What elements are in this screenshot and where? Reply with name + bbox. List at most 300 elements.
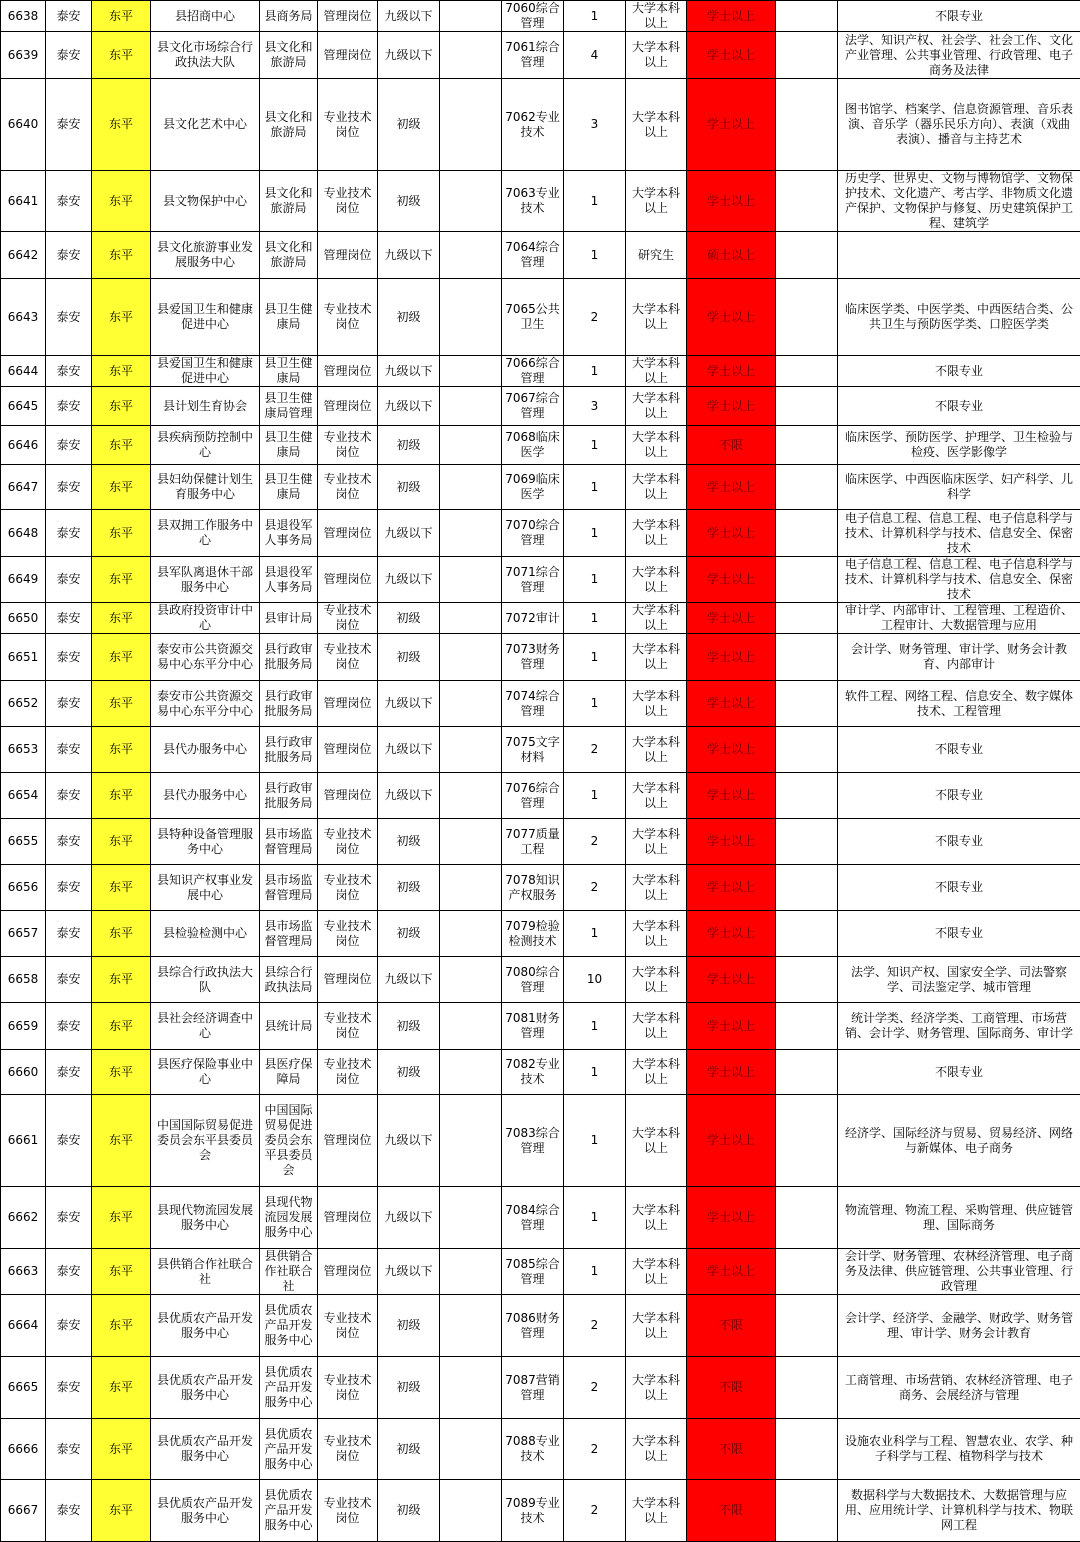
cell-city: 泰安 — [46, 557, 92, 603]
cell-county: 东平 — [92, 865, 151, 911]
cell-county: 东平 — [92, 603, 151, 634]
empty-cell — [776, 1003, 838, 1050]
cell-count: 1 — [564, 465, 626, 510]
table-row — [1, 1419, 1080, 1480]
cell-degree: 学士以上 — [687, 356, 776, 387]
cell-category: 管理岗位 — [318, 1, 378, 32]
cell-count: 2 — [564, 819, 626, 865]
cell-id: 6638 — [1, 1, 46, 32]
cell-count: 1 — [564, 1249, 626, 1295]
cell-count: 2 — [564, 279, 626, 356]
cell-dept: 县市场监督管理局 — [260, 819, 318, 865]
cell-id: 6653 — [1, 727, 46, 773]
cell-level: 九级以下 — [378, 773, 440, 819]
table-row — [1, 911, 1080, 957]
cell-degree: 学士以上 — [687, 819, 776, 865]
cell-level: 初级 — [378, 634, 440, 681]
cell-level: 九级以下 — [378, 727, 440, 773]
cell-count: 1 — [564, 232, 626, 279]
cell-degree: 学士以上 — [687, 279, 776, 356]
cell-degree: 学士以上 — [687, 911, 776, 957]
table-row — [1, 426, 1080, 465]
empty-cell — [440, 232, 502, 279]
cell-education: 大学本科以上 — [626, 557, 687, 603]
cell-dept: 县行政审批服务局 — [260, 727, 318, 773]
cell-city: 泰安 — [46, 1, 92, 32]
cell-education: 大学本科以上 — [626, 1187, 687, 1249]
cell-dept: 县医疗保障局 — [260, 1050, 318, 1095]
cell-major: 临床医学、预防医学、护理学、卫生检验与检疫、医学影像学 — [838, 426, 1080, 465]
empty-cell — [776, 957, 838, 1003]
cell-dept: 县优质农产品开发服务中心 — [260, 1357, 318, 1419]
empty-cell — [776, 1050, 838, 1095]
empty-cell — [776, 356, 838, 387]
cell-code: 7069临床医学 — [502, 465, 564, 510]
cell-count: 1 — [564, 1050, 626, 1095]
cell-city: 泰安 — [46, 279, 92, 356]
cell-code: 7063专业技术 — [502, 171, 564, 232]
cell-county: 东平 — [92, 426, 151, 465]
cell-count: 2 — [564, 727, 626, 773]
empty-cell — [440, 171, 502, 232]
cell-city: 泰安 — [46, 32, 92, 79]
table-row — [1, 1, 1080, 32]
cell-education: 大学本科以上 — [626, 387, 687, 426]
cell-level: 九级以下 — [378, 510, 440, 557]
empty-cell — [440, 32, 502, 79]
cell-city: 泰安 — [46, 603, 92, 634]
empty-cell — [776, 865, 838, 911]
cell-count: 1 — [564, 510, 626, 557]
cell-count: 3 — [564, 387, 626, 426]
table-row — [1, 171, 1080, 232]
cell-unit: 县军队离退休干部服务中心 — [151, 557, 260, 603]
cell-id: 6657 — [1, 911, 46, 957]
cell-id: 6639 — [1, 32, 46, 79]
cell-dept: 县供销合作社联合社 — [260, 1249, 318, 1295]
cell-county: 东平 — [92, 32, 151, 79]
cell-level: 初级 — [378, 465, 440, 510]
cell-city: 泰安 — [46, 1357, 92, 1419]
empty-cell — [776, 1357, 838, 1419]
cell-level: 初级 — [378, 1050, 440, 1095]
empty-cell — [776, 1095, 838, 1187]
cell-category: 专业技术岗位 — [318, 819, 378, 865]
cell-id: 6643 — [1, 279, 46, 356]
cell-education: 大学本科以上 — [626, 634, 687, 681]
table-row — [1, 356, 1080, 387]
cell-city: 泰安 — [46, 1050, 92, 1095]
cell-id: 6648 — [1, 510, 46, 557]
cell-major: 不限专业 — [838, 865, 1080, 911]
cell-count: 1 — [564, 681, 626, 727]
cell-unit: 县文化旅游事业发展服务中心 — [151, 232, 260, 279]
empty-cell — [440, 1095, 502, 1187]
empty-cell — [440, 465, 502, 510]
cell-code: 7060综合管理 — [502, 1, 564, 32]
table-row — [1, 1187, 1080, 1249]
cell-major: 经济学、国际经济与贸易、贸易经济、网络与新媒体、电子商务 — [838, 1095, 1080, 1187]
cell-major: 统计学类、经济学类、工商管理、市场营销、会计学、财务管理、国际商务、审计学 — [838, 1003, 1080, 1050]
cell-degree: 学士以上 — [687, 681, 776, 727]
cell-level: 初级 — [378, 1480, 440, 1542]
cell-unit: 县爱国卫生和健康促进中心 — [151, 356, 260, 387]
cell-dept: 县优质农产品开发服务中心 — [260, 1419, 318, 1480]
cell-code: 7074综合管理 — [502, 681, 564, 727]
cell-id: 6646 — [1, 426, 46, 465]
cell-dept: 县行政审批服务局 — [260, 634, 318, 681]
cell-category: 管理岗位 — [318, 557, 378, 603]
cell-code: 7070综合管理 — [502, 510, 564, 557]
cell-dept: 县行政审批服务局 — [260, 681, 318, 727]
empty-cell — [440, 1295, 502, 1357]
cell-level: 初级 — [378, 279, 440, 356]
cell-id: 6665 — [1, 1357, 46, 1419]
cell-category: 专业技术岗位 — [318, 1050, 378, 1095]
cell-degree: 学士以上 — [687, 1003, 776, 1050]
cell-count: 1 — [564, 1187, 626, 1249]
table-row — [1, 1295, 1080, 1357]
cell-id: 6659 — [1, 1003, 46, 1050]
cell-code: 7080综合管理 — [502, 957, 564, 1003]
cell-city: 泰安 — [46, 865, 92, 911]
cell-id: 6649 — [1, 557, 46, 603]
cell-count: 2 — [564, 865, 626, 911]
cell-dept: 县退役军人事务局 — [260, 557, 318, 603]
cell-category: 专业技术岗位 — [318, 1357, 378, 1419]
cell-count: 2 — [564, 1419, 626, 1480]
cell-city: 泰安 — [46, 426, 92, 465]
cell-level: 初级 — [378, 1295, 440, 1357]
empty-cell — [776, 1480, 838, 1542]
cell-category: 管理岗位 — [318, 356, 378, 387]
cell-unit: 县政府投资审计中心 — [151, 603, 260, 634]
empty-cell — [776, 603, 838, 634]
cell-unit: 县检验检测中心 — [151, 911, 260, 957]
cell-city: 泰安 — [46, 957, 92, 1003]
cell-id: 6641 — [1, 171, 46, 232]
empty-cell — [440, 1480, 502, 1542]
cell-county: 东平 — [92, 634, 151, 681]
cell-count: 1 — [564, 557, 626, 603]
cell-city: 泰安 — [46, 79, 92, 171]
cell-id: 6654 — [1, 773, 46, 819]
cell-education: 大学本科以上 — [626, 1295, 687, 1357]
cell-education: 大学本科以上 — [626, 727, 687, 773]
cell-level: 九级以下 — [378, 681, 440, 727]
cell-education: 大学本科以上 — [626, 819, 687, 865]
table-row — [1, 865, 1080, 911]
empty-cell — [440, 634, 502, 681]
cell-major: 不限专业 — [838, 819, 1080, 865]
empty-cell — [440, 510, 502, 557]
cell-id: 6660 — [1, 1050, 46, 1095]
cell-education: 大学本科以上 — [626, 911, 687, 957]
cell-major: 会计学、经济学、金融学、财政学、财务管理、审计学、财务会计教育 — [838, 1295, 1080, 1357]
cell-count: 1 — [564, 1095, 626, 1187]
table-row — [1, 681, 1080, 727]
cell-county: 东平 — [92, 1249, 151, 1295]
cell-category: 管理岗位 — [318, 232, 378, 279]
cell-level: 初级 — [378, 1003, 440, 1050]
cell-degree: 不限 — [687, 1480, 776, 1542]
table-row — [1, 232, 1080, 279]
cell-major: 会计学、财务管理、农林经济管理、电子商务及法律、供应链管理、公共事业管理、行政管理 — [838, 1249, 1080, 1295]
cell-city: 泰安 — [46, 773, 92, 819]
cell-city: 泰安 — [46, 727, 92, 773]
cell-id: 6644 — [1, 356, 46, 387]
cell-degree: 学士以上 — [687, 465, 776, 510]
cell-city: 泰安 — [46, 356, 92, 387]
cell-county: 东平 — [92, 279, 151, 356]
cell-education: 大学本科以上 — [626, 1480, 687, 1542]
cell-category: 专业技术岗位 — [318, 865, 378, 911]
cell-county: 东平 — [92, 1357, 151, 1419]
cell-count: 1 — [564, 356, 626, 387]
cell-code: 7075文字材料 — [502, 727, 564, 773]
cell-dept: 县文化和旅游局 — [260, 171, 318, 232]
cell-level: 初级 — [378, 171, 440, 232]
cell-category: 专业技术岗位 — [318, 911, 378, 957]
cell-county: 东平 — [92, 356, 151, 387]
cell-degree: 不限 — [687, 1357, 776, 1419]
cell-id: 6640 — [1, 79, 46, 171]
cell-county: 东平 — [92, 1095, 151, 1187]
empty-cell — [440, 1003, 502, 1050]
table-row — [1, 1480, 1080, 1542]
cell-county: 东平 — [92, 1419, 151, 1480]
cell-category: 专业技术岗位 — [318, 1003, 378, 1050]
cell-level: 初级 — [378, 911, 440, 957]
cell-category: 管理岗位 — [318, 1187, 378, 1249]
cell-major: 不限专业 — [838, 1, 1080, 32]
cell-major: 设施农业科学与工程、智慧农业、农学、种子科学与工程、植物科学与技术 — [838, 1419, 1080, 1480]
cell-category: 专业技术岗位 — [318, 171, 378, 232]
cell-city: 泰安 — [46, 232, 92, 279]
table-row — [1, 727, 1080, 773]
cell-major: 不限专业 — [838, 387, 1080, 426]
cell-level: 九级以下 — [378, 557, 440, 603]
cell-count: 1 — [564, 911, 626, 957]
empty-cell — [440, 426, 502, 465]
cell-degree: 学士以上 — [687, 387, 776, 426]
cell-major: 不限专业 — [838, 911, 1080, 957]
cell-degree: 学士以上 — [687, 171, 776, 232]
cell-degree: 学士以上 — [687, 1050, 776, 1095]
cell-unit: 县优质农产品开发服务中心 — [151, 1357, 260, 1419]
cell-unit: 县综合行政执法大队 — [151, 957, 260, 1003]
cell-dept: 县卫生健康局管理 — [260, 387, 318, 426]
cell-dept: 县卫生健康局 — [260, 356, 318, 387]
cell-code: 7083综合管理 — [502, 1095, 564, 1187]
empty-cell — [776, 1, 838, 32]
cell-id: 6652 — [1, 681, 46, 727]
table-row — [1, 634, 1080, 681]
table-row — [1, 1095, 1080, 1187]
cell-county: 东平 — [92, 773, 151, 819]
cell-id: 6661 — [1, 1095, 46, 1187]
cell-education: 大学本科以上 — [626, 279, 687, 356]
cell-degree: 学士以上 — [687, 727, 776, 773]
table-row — [1, 465, 1080, 510]
cell-id: 6645 — [1, 387, 46, 426]
cell-education: 大学本科以上 — [626, 1419, 687, 1480]
cell-county: 东平 — [92, 819, 151, 865]
cell-unit: 泰安市公共资源交易中心东平分中心 — [151, 634, 260, 681]
cell-city: 泰安 — [46, 911, 92, 957]
empty-cell — [776, 1295, 838, 1357]
cell-major: 不限专业 — [838, 356, 1080, 387]
cell-city: 泰安 — [46, 819, 92, 865]
cell-dept: 县市场监督管理局 — [260, 865, 318, 911]
cell-dept: 县卫生健康局 — [260, 426, 318, 465]
cell-dept: 中国国际贸易促进委员会东平县委员会 — [260, 1095, 318, 1187]
cell-category: 管理岗位 — [318, 1095, 378, 1187]
cell-category: 管理岗位 — [318, 773, 378, 819]
cell-category: 专业技术岗位 — [318, 426, 378, 465]
cell-code: 7077质量工程 — [502, 819, 564, 865]
empty-cell — [440, 727, 502, 773]
cell-id: 6650 — [1, 603, 46, 634]
cell-education: 大学本科以上 — [626, 865, 687, 911]
cell-code: 7067综合管理 — [502, 387, 564, 426]
cell-city: 泰安 — [46, 634, 92, 681]
cell-count: 1 — [564, 634, 626, 681]
cell-unit: 县双拥工作服务中心 — [151, 510, 260, 557]
cell-level: 九级以下 — [378, 1, 440, 32]
cell-degree: 学士以上 — [687, 79, 776, 171]
cell-education: 大学本科以上 — [626, 1, 687, 32]
empty-cell — [440, 387, 502, 426]
empty-cell — [776, 773, 838, 819]
cell-education: 大学本科以上 — [626, 426, 687, 465]
cell-dept: 县卫生健康局 — [260, 279, 318, 356]
cell-code: 7085综合管理 — [502, 1249, 564, 1295]
cell-level: 九级以下 — [378, 356, 440, 387]
cell-id: 6658 — [1, 957, 46, 1003]
cell-code: 7064综合管理 — [502, 232, 564, 279]
cell-unit: 县文化市场综合行政执法大队 — [151, 32, 260, 79]
cell-category: 专业技术岗位 — [318, 603, 378, 634]
cell-dept: 县行政审批服务局 — [260, 773, 318, 819]
empty-cell — [440, 1249, 502, 1295]
cell-unit: 县优质农产品开发服务中心 — [151, 1480, 260, 1542]
cell-dept: 县综合行政执法局 — [260, 957, 318, 1003]
cell-id: 6656 — [1, 865, 46, 911]
table-row — [1, 1050, 1080, 1095]
cell-education: 大学本科以上 — [626, 1357, 687, 1419]
empty-cell — [440, 557, 502, 603]
cell-unit: 县爱国卫生和健康促进中心 — [151, 279, 260, 356]
cell-code: 7089专业技术 — [502, 1480, 564, 1542]
cell-education: 大学本科以上 — [626, 1050, 687, 1095]
cell-dept: 县统计局 — [260, 1003, 318, 1050]
cell-id: 6667 — [1, 1480, 46, 1542]
cell-count: 1 — [564, 426, 626, 465]
cell-count: 1 — [564, 603, 626, 634]
cell-education: 大学本科以上 — [626, 1003, 687, 1050]
cell-unit: 县社会经济调查中心 — [151, 1003, 260, 1050]
empty-cell — [440, 957, 502, 1003]
empty-cell — [776, 727, 838, 773]
table-row — [1, 387, 1080, 426]
cell-code: 7072审计 — [502, 603, 564, 634]
cell-city: 泰安 — [46, 681, 92, 727]
cell-level: 九级以下 — [378, 1249, 440, 1295]
empty-cell — [776, 465, 838, 510]
cell-major: 不限专业 — [838, 1050, 1080, 1095]
cell-major: 法学、知识产权、社会学、社会工作、文化产业管理、公共事业管理、行政管理、电子商务及法律 — [838, 32, 1080, 79]
cell-degree: 学士以上 — [687, 32, 776, 79]
cell-degree: 学士以上 — [687, 634, 776, 681]
table-row — [1, 510, 1080, 557]
cell-dept: 县优质农产品开发服务中心 — [260, 1295, 318, 1357]
cell-major: 临床医学类、中医学类、中西医结合类、公共卫生与预防医学类、口腔医学类 — [838, 279, 1080, 356]
cell-count: 4 — [564, 32, 626, 79]
cell-unit: 县优质农产品开发服务中心 — [151, 1419, 260, 1480]
cell-dept: 县文化和旅游局 — [260, 79, 318, 171]
cell-education: 大学本科以上 — [626, 1249, 687, 1295]
cell-dept: 县卫生健康局 — [260, 465, 318, 510]
cell-major: 物流管理、物流工程、采购管理、供应链管理、国际商务 — [838, 1187, 1080, 1249]
cell-level: 初级 — [378, 865, 440, 911]
empty-cell — [776, 387, 838, 426]
cell-level: 初级 — [378, 1419, 440, 1480]
cell-county: 东平 — [92, 465, 151, 510]
cell-unit: 县文物保护中心 — [151, 171, 260, 232]
empty-cell — [440, 79, 502, 171]
cell-education: 大学本科以上 — [626, 465, 687, 510]
cell-code: 7088专业技术 — [502, 1419, 564, 1480]
cell-county: 东平 — [92, 232, 151, 279]
table-row — [1, 32, 1080, 79]
cell-degree: 学士以上 — [687, 510, 776, 557]
cell-major: 图书馆学、档案学、信息资源管理、音乐表演、音乐学（器乐民乐方向）、表演（戏曲表演）、播音与主持艺术 — [838, 79, 1080, 171]
empty-cell — [440, 819, 502, 865]
cell-category: 专业技术岗位 — [318, 79, 378, 171]
cell-code: 7079检验检测技术 — [502, 911, 564, 957]
empty-cell — [440, 865, 502, 911]
cell-count: 2 — [564, 1295, 626, 1357]
cell-category: 管理岗位 — [318, 957, 378, 1003]
cell-county: 东平 — [92, 727, 151, 773]
cell-major: 工商管理、市场营销、农林经济管理、电子商务、会展经济与管理 — [838, 1357, 1080, 1419]
empty-cell — [776, 911, 838, 957]
cell-id: 6642 — [1, 232, 46, 279]
cell-county: 东平 — [92, 1003, 151, 1050]
cell-category: 管理岗位 — [318, 32, 378, 79]
cell-code: 7065公共卫生 — [502, 279, 564, 356]
cell-county: 东平 — [92, 1050, 151, 1095]
cell-dept: 县退役军人事务局 — [260, 510, 318, 557]
cell-unit: 县供销合作社联合社 — [151, 1249, 260, 1295]
cell-city: 泰安 — [46, 1295, 92, 1357]
cell-unit: 县代办服务中心 — [151, 773, 260, 819]
cell-unit: 县招商中心 — [151, 1, 260, 32]
cell-education: 大学本科以上 — [626, 1095, 687, 1187]
cell-county: 东平 — [92, 557, 151, 603]
cell-category: 专业技术岗位 — [318, 1419, 378, 1480]
cell-major: 电子信息工程、信息工程、电子信息科学与技术、计算机科学与技术、信息安全、保密技术 — [838, 557, 1080, 603]
cell-level: 九级以下 — [378, 957, 440, 1003]
cell-county: 东平 — [92, 1, 151, 32]
table-row — [1, 279, 1080, 356]
cell-education: 大学本科以上 — [626, 356, 687, 387]
empty-cell — [776, 32, 838, 79]
cell-degree: 学士以上 — [687, 603, 776, 634]
cell-count: 1 — [564, 1, 626, 32]
cell-major: 法学、知识产权、国家安全学、司法警察学、司法鉴定学、城市管理 — [838, 957, 1080, 1003]
